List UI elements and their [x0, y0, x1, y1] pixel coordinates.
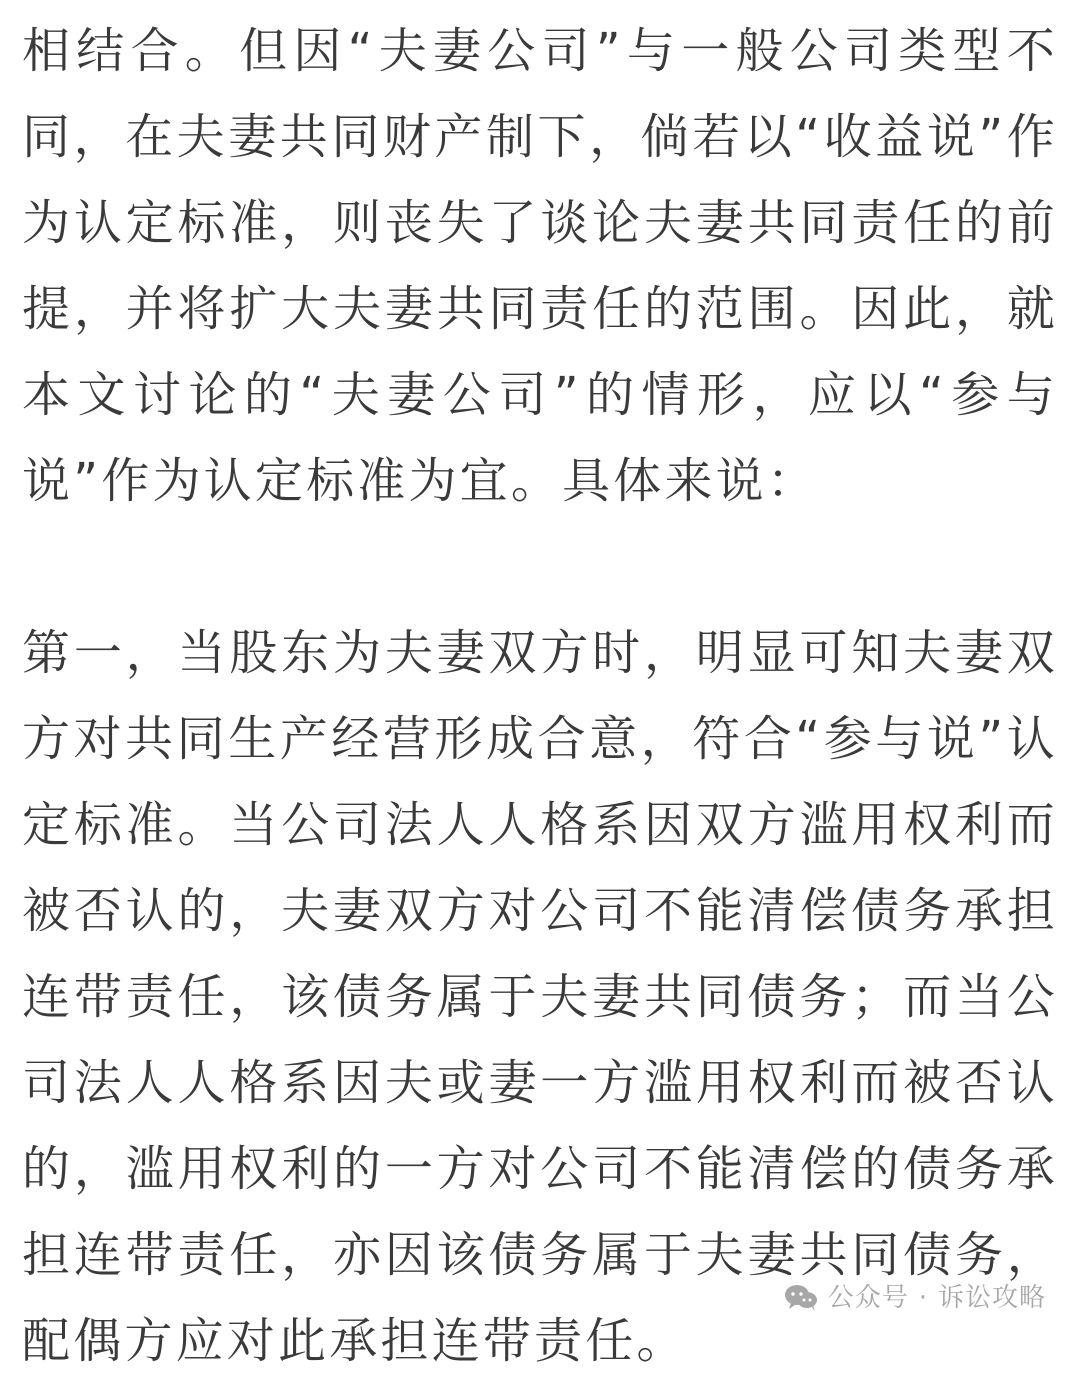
watermark-source-label: 公众号: [827, 1283, 909, 1313]
wechat-icon: [782, 1282, 820, 1314]
watermark-account-name: 诉讼攻略: [937, 1283, 1046, 1313]
article-paragraph: 第一，当股东为夫妻双方时，明显可知夫妻双方对共同生产经营形成合意，符合“参与说”认定标准。当公司法人人格系因双方滥用权利而被否认的，夫妻双方对公司不能清偿债务承担连带责任，该债务属于夫妻共同债务；而当公司法人人格系因夫或妻一方滥用权利而被否认的，滥用权利的一方对公司不能清偿的债务承担连带责任，亦因该债务属于夫妻共同债务，配偶方应对此承担连带责任。: [22, 625, 1058, 1369]
article-body: [22, 8, 1058, 1384]
watermark-separator: ·: [918, 1283, 928, 1313]
wechat-watermark: [782, 1282, 1046, 1314]
article-paragraph: 相结合。但因“夫妻公司”与一般公司类型不同，在夫妻共同财产制下，倘若以“收益说”作为认定标准，则丧失了谈论夫妻共同责任的前提，并将扩大夫妻共同责任的范围。因此，就本文讨论的“夫妻公司”的情形，应以“参与说”作为认定标准为宜。具体来说：: [22, 23, 1058, 509]
